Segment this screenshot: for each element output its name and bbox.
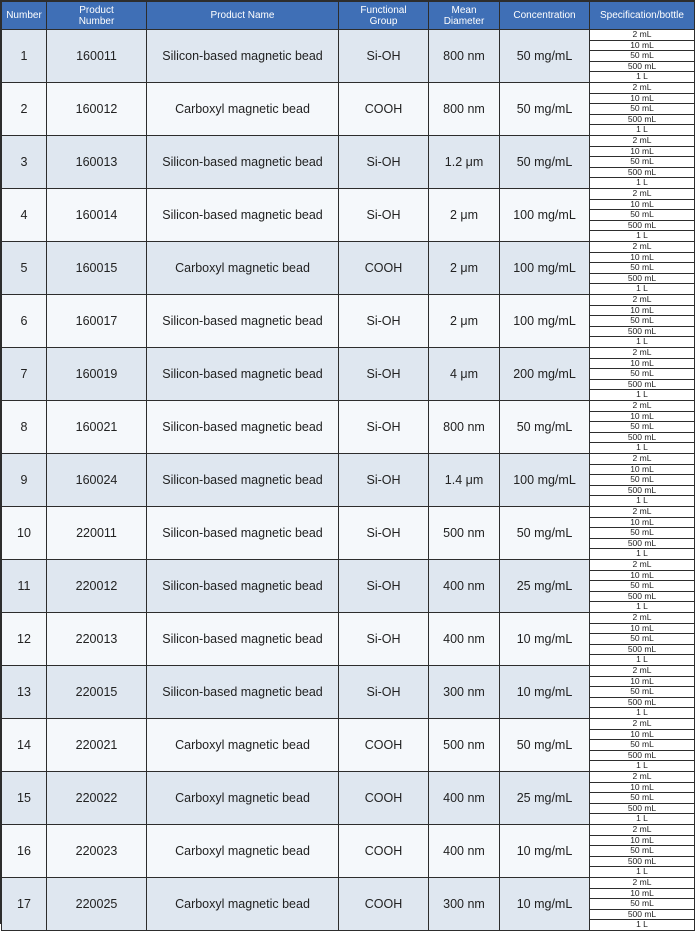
cell-number: 8 [2, 401, 47, 454]
cell-product-number: 220011 [47, 507, 147, 560]
table-row [2, 242, 695, 295]
cell-product-number: 220013 [47, 613, 147, 666]
spec-item: 2 mL [590, 878, 694, 889]
spec-item: 50 mL [590, 210, 694, 221]
table-row [2, 878, 695, 931]
cell-mean-diameter: 800 nm [429, 401, 500, 454]
spec-item: 1 L [636, 601, 648, 612]
spec-list [590, 719, 694, 771]
table-row [2, 666, 695, 719]
cell-functional-group: Si-OH [339, 348, 429, 401]
spec-item: 2 mL [590, 295, 694, 306]
spec-item: 500 mL [590, 539, 694, 550]
cell-product-name: Carboxyl magnetic bead [147, 825, 339, 878]
cell-mean-diameter: 300 nm [429, 878, 500, 931]
spec-list [590, 348, 694, 400]
spec-item: 50 mL [590, 634, 694, 645]
cell-product-name: Silicon-based magnetic bead [147, 560, 339, 613]
spec-item: 500 mL [590, 910, 694, 921]
spec-item: 10 mL [590, 359, 694, 370]
cell-product-name: Carboxyl magnetic bead [147, 242, 339, 295]
spec-item: 50 mL [590, 422, 694, 433]
cell-concentration: 100 mg/mL [500, 242, 590, 295]
cell-number: 14 [2, 719, 47, 772]
cell-specification [590, 666, 695, 719]
cell-product-number: 160012 [47, 83, 147, 136]
spec-item: 10 mL [590, 624, 694, 635]
spec-item: 2 mL [590, 507, 694, 518]
table-row [2, 136, 695, 189]
spec-item: 2 mL [590, 136, 694, 147]
spec-item: 1 L [636, 654, 648, 665]
spec-item: 50 mL [590, 51, 694, 62]
spec-item: 500 mL [590, 751, 694, 762]
cell-product-name: Silicon-based magnetic bead [147, 454, 339, 507]
spec-item: 10 mL [590, 200, 694, 211]
cell-number: 12 [2, 613, 47, 666]
cell-specification [590, 30, 695, 83]
cell-specification [590, 719, 695, 772]
cell-specification [590, 348, 695, 401]
header-product-name: Product Name [147, 2, 339, 30]
header-number: Number [2, 2, 47, 30]
cell-product-number: 160024 [47, 454, 147, 507]
spec-item: 2 mL [590, 560, 694, 571]
cell-mean-diameter: 400 nm [429, 825, 500, 878]
spec-list [590, 30, 694, 82]
table-row [2, 348, 695, 401]
spec-item: 1 L [636, 919, 648, 930]
spec-list [590, 507, 694, 559]
cell-number: 15 [2, 772, 47, 825]
cell-concentration: 50 mg/mL [500, 83, 590, 136]
spec-item: 50 mL [590, 793, 694, 804]
cell-product-name: Silicon-based magnetic bead [147, 189, 339, 242]
spec-item: 50 mL [590, 687, 694, 698]
cell-concentration: 200 mg/mL [500, 348, 590, 401]
spec-item: 1 L [636, 813, 648, 824]
spec-item: 500 mL [590, 380, 694, 391]
spec-item: 2 mL [590, 83, 694, 94]
cell-product-name: Carboxyl magnetic bead [147, 878, 339, 931]
cell-functional-group: Si-OH [339, 507, 429, 560]
cell-number: 9 [2, 454, 47, 507]
product-table [1, 1, 695, 931]
table-row [2, 454, 695, 507]
spec-item: 50 mL [590, 263, 694, 274]
spec-item: 1 L [636, 177, 648, 188]
spec-item: 2 mL [590, 189, 694, 200]
spec-item: 10 mL [590, 783, 694, 794]
spec-item: 500 mL [590, 486, 694, 497]
spec-item: 50 mL [590, 581, 694, 592]
cell-specification [590, 613, 695, 666]
spec-item: 1 L [636, 760, 648, 771]
spec-item: 10 mL [590, 94, 694, 105]
cell-product-name: Silicon-based magnetic bead [147, 401, 339, 454]
cell-functional-group: Si-OH [339, 560, 429, 613]
cell-functional-group: Si-OH [339, 189, 429, 242]
cell-product-number: 160021 [47, 401, 147, 454]
cell-mean-diameter: 800 nm [429, 83, 500, 136]
spec-item: 500 mL [590, 221, 694, 232]
cell-product-number: 160013 [47, 136, 147, 189]
cell-functional-group: Si-OH [339, 401, 429, 454]
cell-mean-diameter: 2 μm [429, 242, 500, 295]
spec-item: 10 mL [590, 41, 694, 52]
cell-number: 6 [2, 295, 47, 348]
spec-list [590, 560, 694, 612]
spec-item: 2 mL [590, 454, 694, 465]
header-mean-diameter [429, 2, 500, 30]
spec-item: 1 L [636, 283, 648, 294]
spec-item: 1 L [636, 336, 648, 347]
cell-mean-diameter: 300 nm [429, 666, 500, 719]
table-row [2, 719, 695, 772]
cell-product-name: Silicon-based magnetic bead [147, 507, 339, 560]
cell-concentration: 100 mg/mL [500, 295, 590, 348]
cell-specification [590, 136, 695, 189]
cell-mean-diameter: 800 nm [429, 30, 500, 83]
spec-item: 10 mL [590, 730, 694, 741]
cell-number: 13 [2, 666, 47, 719]
spec-item: 10 mL [590, 412, 694, 423]
cell-product-name: Silicon-based magnetic bead [147, 30, 339, 83]
cell-concentration: 50 mg/mL [500, 719, 590, 772]
header-concentration: Concentration [500, 2, 590, 30]
cell-specification [590, 295, 695, 348]
table-row [2, 30, 695, 83]
cell-mean-diameter: 1.2 μm [429, 136, 500, 189]
spec-list [590, 772, 694, 824]
cell-specification [590, 825, 695, 878]
cell-product-number: 160014 [47, 189, 147, 242]
cell-functional-group: Si-OH [339, 295, 429, 348]
cell-product-number: 220015 [47, 666, 147, 719]
cell-functional-group: COOH [339, 878, 429, 931]
spec-item: 2 mL [590, 242, 694, 253]
cell-specification [590, 242, 695, 295]
spec-list [590, 613, 694, 665]
cell-number: 3 [2, 136, 47, 189]
cell-product-name: Silicon-based magnetic bead [147, 348, 339, 401]
spec-item: 2 mL [590, 401, 694, 412]
spec-list [590, 666, 694, 718]
spec-item: 500 mL [590, 433, 694, 444]
spec-item: 50 mL [590, 846, 694, 857]
cell-functional-group: COOH [339, 83, 429, 136]
cell-mean-diameter: 500 nm [429, 507, 500, 560]
table-row [2, 83, 695, 136]
spec-item: 500 mL [590, 804, 694, 815]
spec-item: 50 mL [590, 740, 694, 751]
cell-mean-diameter: 4 μm [429, 348, 500, 401]
cell-specification [590, 454, 695, 507]
spec-item: 2 mL [590, 772, 694, 783]
cell-mean-diameter: 2 μm [429, 189, 500, 242]
spec-item: 50 mL [590, 104, 694, 115]
cell-number: 5 [2, 242, 47, 295]
cell-number: 4 [2, 189, 47, 242]
spec-item: 10 mL [590, 306, 694, 317]
cell-number: 17 [2, 878, 47, 931]
cell-mean-diameter: 400 nm [429, 560, 500, 613]
cell-concentration: 10 mg/mL [500, 825, 590, 878]
spec-item: 500 mL [590, 645, 694, 656]
cell-product-name: Silicon-based magnetic bead [147, 136, 339, 189]
table-row [2, 825, 695, 878]
cell-functional-group: Si-OH [339, 613, 429, 666]
cell-concentration: 50 mg/mL [500, 401, 590, 454]
spec-item: 10 mL [590, 836, 694, 847]
header-specification: Specification/bottle [590, 2, 695, 30]
spec-item: 500 mL [590, 274, 694, 285]
cell-specification [590, 189, 695, 242]
spec-item: 500 mL [590, 592, 694, 603]
cell-concentration: 10 mg/mL [500, 666, 590, 719]
cell-product-name: Carboxyl magnetic bead [147, 719, 339, 772]
cell-concentration: 25 mg/mL [500, 560, 590, 613]
spec-item: 1 L [636, 495, 648, 506]
spec-item: 1 L [636, 124, 648, 135]
cell-product-number: 160011 [47, 30, 147, 83]
spec-item: 2 mL [590, 613, 694, 624]
spec-item: 500 mL [590, 857, 694, 868]
spec-item: 500 mL [590, 168, 694, 179]
spec-list [590, 242, 694, 294]
spec-item: 500 mL [590, 698, 694, 709]
cell-functional-group: COOH [339, 825, 429, 878]
spec-item: 50 mL [590, 899, 694, 910]
cell-concentration: 25 mg/mL [500, 772, 590, 825]
cell-product-number: 160015 [47, 242, 147, 295]
spec-item: 500 mL [590, 62, 694, 73]
spec-item: 10 mL [590, 518, 694, 529]
spec-item: 1 L [636, 866, 648, 877]
spec-list [590, 83, 694, 135]
cell-product-number: 220023 [47, 825, 147, 878]
cell-functional-group: Si-OH [339, 666, 429, 719]
spec-list [590, 401, 694, 453]
spec-list [590, 825, 694, 877]
spec-item: 1 L [636, 230, 648, 241]
spec-item: 2 mL [590, 348, 694, 359]
cell-mean-diameter: 2 μm [429, 295, 500, 348]
spec-item: 500 mL [590, 327, 694, 338]
spec-item: 50 mL [590, 369, 694, 380]
cell-product-name: Carboxyl magnetic bead [147, 772, 339, 825]
spec-item: 10 mL [590, 147, 694, 158]
cell-concentration: 10 mg/mL [500, 613, 590, 666]
cell-number: 16 [2, 825, 47, 878]
cell-product-number: 220021 [47, 719, 147, 772]
cell-concentration: 10 mg/mL [500, 878, 590, 931]
cell-mean-diameter: 400 nm [429, 613, 500, 666]
spec-list [590, 189, 694, 241]
cell-product-name: Silicon-based magnetic bead [147, 613, 339, 666]
cell-functional-group: Si-OH [339, 136, 429, 189]
spec-item: 1 L [636, 442, 648, 453]
spec-item: 2 mL [590, 719, 694, 730]
cell-product-number: 160017 [47, 295, 147, 348]
cell-mean-diameter: 500 nm [429, 719, 500, 772]
cell-concentration: 50 mg/mL [500, 507, 590, 560]
cell-functional-group: COOH [339, 772, 429, 825]
spec-list [590, 295, 694, 347]
cell-functional-group: Si-OH [339, 30, 429, 83]
spec-list [590, 136, 694, 188]
cell-specification [590, 772, 695, 825]
cell-mean-diameter: 1.4 μm [429, 454, 500, 507]
spec-item: 500 mL [590, 115, 694, 126]
cell-product-number: 220012 [47, 560, 147, 613]
table-row [2, 189, 695, 242]
spec-item: 2 mL [590, 825, 694, 836]
cell-product-number: 220025 [47, 878, 147, 931]
spec-item: 1 L [636, 71, 648, 82]
spec-item: 2 mL [590, 666, 694, 677]
table-row [2, 295, 695, 348]
spec-item: 10 mL [590, 465, 694, 476]
spec-item: 50 mL [590, 316, 694, 327]
spec-item: 1 L [636, 707, 648, 718]
cell-number: 7 [2, 348, 47, 401]
table-row [2, 560, 695, 613]
spec-item: 10 mL [590, 253, 694, 264]
cell-product-name: Carboxyl magnetic bead [147, 83, 339, 136]
cell-mean-diameter: 400 nm [429, 772, 500, 825]
cell-concentration: 50 mg/mL [500, 30, 590, 83]
cell-product-name: Silicon-based magnetic bead [147, 295, 339, 348]
spec-item: 10 mL [590, 571, 694, 582]
spec-item: 1 L [636, 548, 648, 559]
table-row [2, 613, 695, 666]
cell-product-number: 220022 [47, 772, 147, 825]
cell-specification [590, 560, 695, 613]
spec-item: 50 mL [590, 528, 694, 539]
header-mean-diameter-label: Mean Diameter [443, 4, 485, 27]
cell-number: 1 [2, 30, 47, 83]
cell-specification [590, 401, 695, 454]
header-product-number-label: Product Number [78, 4, 115, 27]
spec-item: 50 mL [590, 475, 694, 486]
header-product-number [47, 2, 147, 30]
header-functional-group-label: Functional Group [360, 4, 407, 27]
cell-number: 11 [2, 560, 47, 613]
cell-specification [590, 507, 695, 560]
cell-functional-group: Si-OH [339, 454, 429, 507]
spec-item: 50 mL [590, 157, 694, 168]
spec-item: 10 mL [590, 889, 694, 900]
cell-concentration: 100 mg/mL [500, 454, 590, 507]
spec-item: 10 mL [590, 677, 694, 688]
cell-number: 2 [2, 83, 47, 136]
cell-functional-group: COOH [339, 719, 429, 772]
header-row [2, 2, 695, 30]
cell-number: 10 [2, 507, 47, 560]
table-body [2, 30, 695, 931]
spec-list [590, 454, 694, 506]
spec-item: 2 mL [590, 30, 694, 41]
table-row [2, 401, 695, 454]
cell-functional-group: COOH [339, 242, 429, 295]
cell-specification [590, 878, 695, 931]
table-row [2, 772, 695, 825]
table-row [2, 507, 695, 560]
header-functional-group [339, 2, 429, 30]
cell-product-name: Silicon-based magnetic bead [147, 666, 339, 719]
cell-specification [590, 83, 695, 136]
spec-list [590, 878, 694, 930]
spec-item: 1 L [636, 389, 648, 400]
cell-product-number: 160019 [47, 348, 147, 401]
cell-concentration: 50 mg/mL [500, 136, 590, 189]
cell-concentration: 100 mg/mL [500, 189, 590, 242]
